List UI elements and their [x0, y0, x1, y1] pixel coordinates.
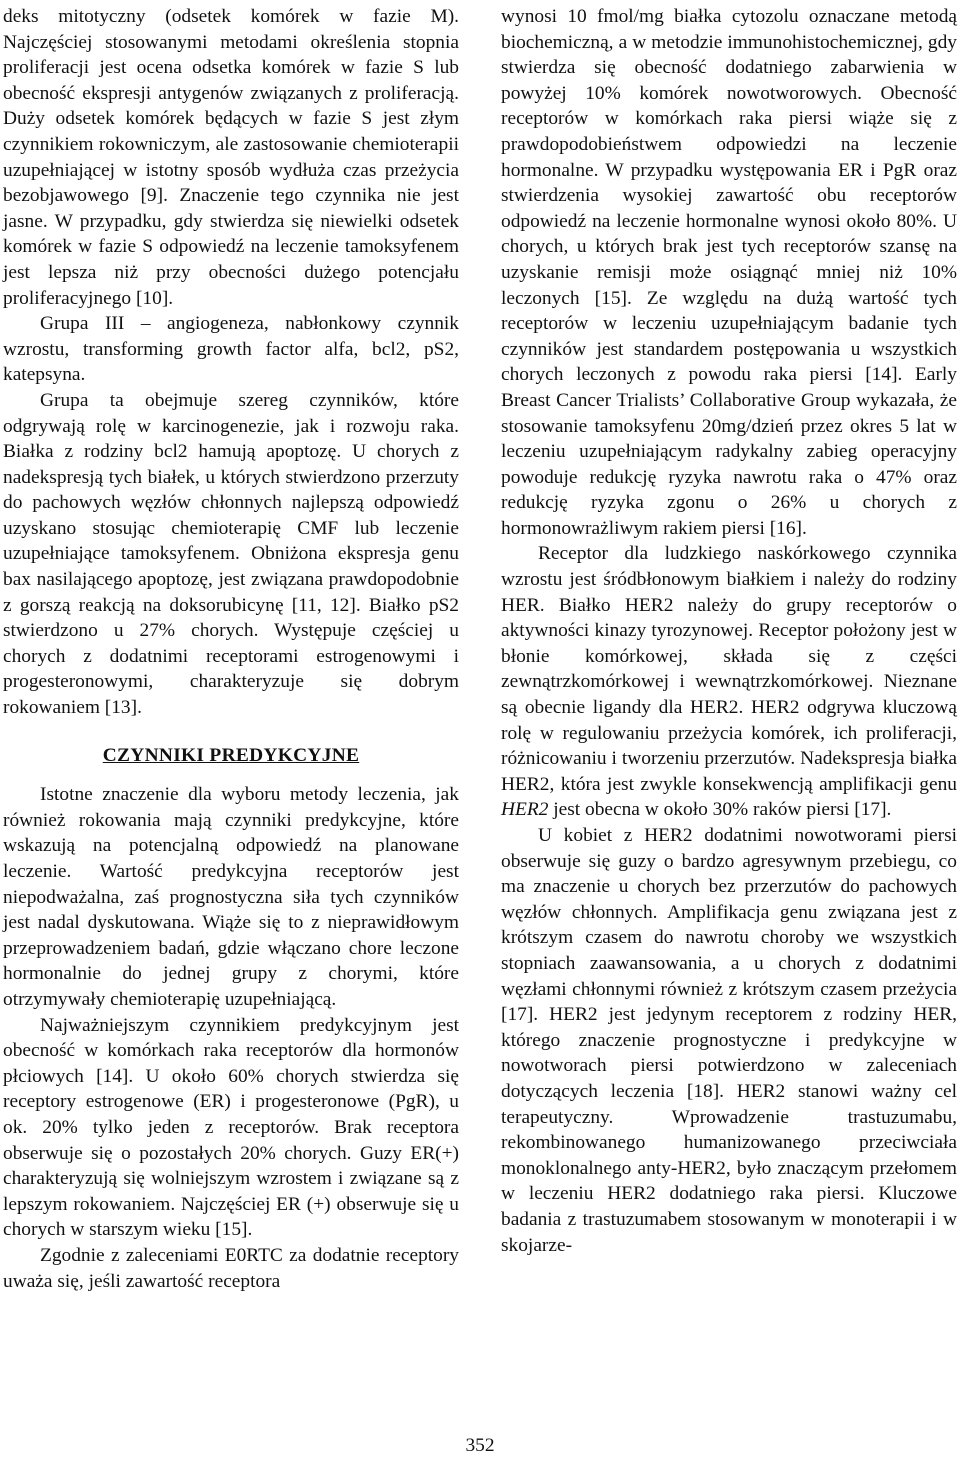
paragraph-receptor-content: wynosi 10 fmol/mg białka cytozolu oznaczane metodą biochemiczną, a w metodzie immunohistochemicznej, gdy stwierdza się obecność dodatniego zabarwienia w powyżej 10% komórek nowotworowych. Obecność receptorów w komórkach raka piersi wiąże się z prawdopodobieństwem odpowiedzi na leczenie hormonalne. W przypadku występowania ER i PgR oraz stwierdzenia wysokiej zawartość obu receptorów odpowiedź na leczenie hormonalne wynosi około 80%. U chorych, u których brak jest tych receptorów szansę na uzyskanie remisji może osiągnąć mniej niż 10% leczonych [15]. Ze względu na dużą wartość tych receptorów w leczeniu uzupełniającym badanie tych czynników jest standardem postępowania u wszystkich chorych leczonych z powodu raka piersi [14]. Early Breast Cancer Trialists’ Collaborative Group wykazała, że stosowanie tamoksyfenu 20mg/dzień przez okres 5 lat w leczeniu uzupełniającym radykalny zabieg operacyjny powoduje redukcję ryzyka nawrotu raka o 47% oraz redukcję ryzyka zgonu o 26% u chorych z hormonowrażliwym rakiem piersi [16].	[501, 6, 957, 539]
her2-text-after: jest obecna w około 30% raków piersi [17].	[548, 799, 892, 821]
paragraph-predictive-factors: Istotne znaczenie dla wyboru metody leczenia, jak również rokowania mają czynniki predykcyjne, które wskazują na potencjalną odpowiedź na planowane leczenie. Wartość predykcyjna receptorów jest niepodważalna, zaś prognostyczna siła tych czynników jest nadal dyskutowana. Wiąże się to z nieprawidłowym przeprowadzeniem badań, gdzie włączano chore leczone hormonalnie do jednej grupy z chorymi, które otrzymywały chemioterapię uzupełniającą.	[3, 784, 459, 1010]
paragraph-her2-positive: U kobiet z HER2 dodatnimi nowotworami piersi obserwuje się guzy o bardzo agresywnym przebiegu, co ma znaczenie u chorych bez przerzutów do pachowych węzłów chłonnych. Amplifikacja genu związana jest z krótszym czasem do nawrotu choroby we wszystkich stopniach zaawansowania, a u chorych z dodatnimi węzłami chłonnymi również z krótszym czasem przeżycia [17]. HER2 jest jedynym receptorem z rodziny HER, którego znaczenie prognostyczne i predykcyjne w nowotworach piersi potwierdzono w zaleceniach dotyczących leczenia [18]. HER2 stanowi ważny cel terapeutyczny. Wprowadzenie trastuzumabu, rekombinowanego humanizowanego przeciwciała monoklonalnego anty-HER2, było znaczącym przełomem w leczeniu HER2 dodatniego raka piersi. Kluczowe badania z trastuzumabem stosowanym w monoterapii i w skojarze-	[501, 825, 957, 1256]
paragraph-group-description: Grupa ta obejmuje szereg czynników, które odgrywają rolę w karcinogenezie, jak i rozwoju raka. Białka z rodziny bcl2 hamują apoptozę. U chorych z nadekspresją tych białek, u których stwierdzono przerzuty do pachowych węzłów chłonnych najlepszą odpowiedź uzyskano stosując chemioterapię CMF lub leczenie uzupełniające tamoksyfenem. Obniżona ekspresja genu bax nasilającego apoptozę, jest związana prawdopodobnie z gorszą reakcją na doksorubicynę [11, 12]. Białko pS2 stwierdzono u 27% chorych. Występuje częściej u chorych z dodatnimi receptorami estrogenowymi i progesteronowymi, charakteryzuje się dobrym rokowaniem [13].	[3, 389, 459, 719]
paragraph-proliferation: deks mitotyczny (odsetek komórek w fazie M). Najczęściej stosowanymi metodami określenia stopnia proliferacji jest ocena odsetka komórek w fazie S lub obecność ekspresji antygenów związanych z proliferacją. Duży odsetek komórek będących w fazie S jest złym czynnikiem rokowniczym, ale zastosowanie chemioterapii uzupełniającej w istotny sposób wydłuża czas przeżycia bezobjawowego [9]. Znaczenie tego czynnika nie jest jasne. W przypadku, gdy stwierdza się niewielki odsetek komórek w fazie S odpowiedź na leczenie tamoksyfenem jest lepsza niż przy obecności dużego potencjału proliferacyjnego [10].	[3, 6, 459, 309]
paragraph-eortc: Zgodnie z zaleceniami E0RTC za dodatnie receptory uważa się, jeśli zawartość receptora	[3, 1244, 459, 1292]
left-column	[3, 4, 459, 1294]
her2-gene-name: HER2	[501, 799, 549, 821]
paragraph-her2-receptor	[501, 541, 957, 823]
section-heading: CZYNNIKI PREDYKCYJNE	[102, 744, 360, 766]
her2-text-before: Receptor dla ludzkiego naskórkowego czynnika wzrostu jest śródbłonowym białkiem i należy do rodziny HER. Białko HER2 należy do grupy receptorów o aktywności kinazy tyrozynowej. Receptor położony jest w błonie komórkowej, składa się z części zewnątrzkomórkowej i wewnątrzkomórkowej. Nieznane są obecnie ligandy dla HER2. HER2 odgrywa kluczową rolę w regulowaniu przeżycia komórek, ich proliferacji, różnicowaniu i tworzeniu przerzutów. Nadekspresja białka HER2, która jest zwykle konsekwencją amplifikacji genu	[501, 543, 957, 795]
paragraph-hormone-receptors: Najważniejszym czynnikiem predykcyjnym jest obecność w komórkach raka receptorów dla hormonów płciowych [14]. U około 60% chorych stwierdza się receptory estrogenowe (ER) i progesteronowe (PgR), u ok. 20% tylko jeden z receptorów. Brak receptora obserwuje się o pozostałych 20% chorych. Guzy ER(+) charakteryzują się wolniejszym wzrostem i związane są z lepszym rokowaniem. Najczęściej ER (+) obserwuje się u chorych w starszym wieku [15].	[3, 1014, 459, 1241]
paragraph-group-iii: Grupa III – angiogeneza, nabłonkowy czynnik wzrostu, transforming growth factor alfa, bcl2, pS2, katepsyna.	[3, 313, 459, 386]
right-column	[501, 4, 957, 1258]
page-number: 352	[465, 1435, 495, 1456]
